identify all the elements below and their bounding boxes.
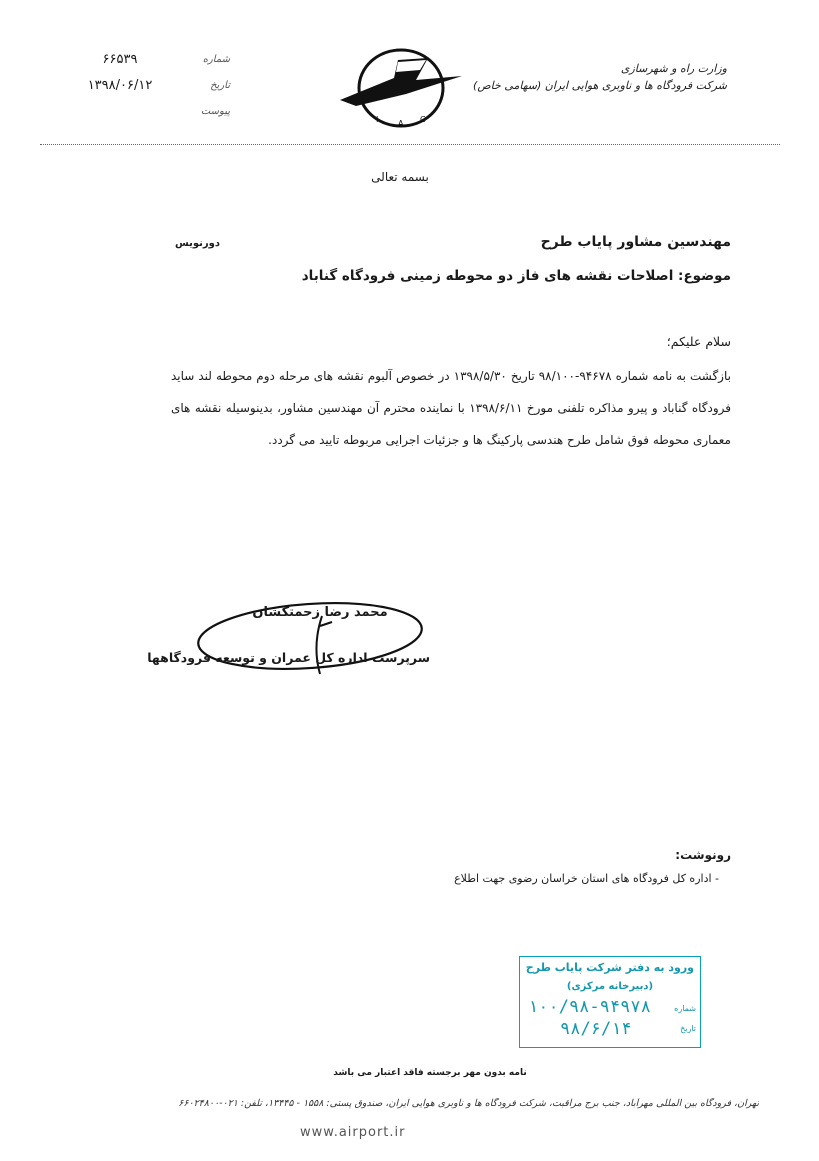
- meta-date-row: [70, 78, 230, 104]
- letter-attachment-label: پیوست: [200, 106, 230, 117]
- header-divider: [40, 144, 780, 145]
- greeting: سلام علیکم؛: [666, 334, 731, 349]
- logo-letter: A: [398, 119, 404, 128]
- footer-address: تهران، فرودگاه بین المللی مهرآباد، جنب برج مراقبت، شرکت فرودگاه ها و ناوبری هوایی ایران، صندوق پستی: ۱۵۵۸ - ۱۳۴۴۵، تلفن: ۰۲۱-۶۶۰۲۴۸۰۰: [178, 1098, 759, 1109]
- meta-attachment-row: [70, 104, 230, 130]
- stamp-date-label: تاریخ: [680, 1024, 696, 1033]
- airport-company-logo: [336, 40, 466, 135]
- company-line: شرکت فرودگاه ها و ناوبری هوایی ایران (سهامی خاص): [473, 79, 727, 92]
- meta-number-row: [70, 52, 230, 78]
- letter-date-label: تاریخ: [210, 80, 230, 91]
- ministry-header: [473, 60, 727, 94]
- letter-number: ۶۶۵۳۹: [102, 52, 138, 67]
- subject-line: موضوع: اصلاحات نقشه های فاز دو محوطه زمینی فرودگاه گناباد: [301, 268, 731, 284]
- footer-website: www.airport.ir: [300, 1125, 406, 1140]
- validity-notice: نامه بدون مهر برجسته فاقد اعتبار می باشد: [333, 1068, 527, 1078]
- ministry-line: وزارت راه و شهرسازی: [620, 62, 727, 75]
- draft-label: دورنویس: [175, 238, 221, 249]
- cc-label: رونوشت:: [675, 848, 731, 862]
- signer-name: محمد رضا زحمتکشان: [252, 605, 388, 620]
- signer-title: سرپرست اداره کل عمران و توسعه فرودگاهها: [147, 650, 430, 665]
- letter-date: ۱۳۹۸/۰۶/۱۲: [87, 78, 153, 93]
- logo-letter: C: [420, 115, 426, 124]
- letter-number-label: شماره: [202, 54, 230, 65]
- stamp-number-label: شماره: [674, 1004, 696, 1013]
- stamp-date: ۹۸/۶/۱۴: [560, 1019, 632, 1039]
- stamp-subtitle: (دبیرخانه مرکزی): [566, 981, 654, 992]
- recipient: مهندسین مشاور پایاب طرح: [540, 234, 731, 250]
- bismillah: بسمه تعالی: [371, 170, 429, 184]
- received-stamp: [519, 956, 701, 1048]
- letter-body: بازگشت به نامه شماره ۹۴۶۷۸-۹۸/۱۰۰ تاریخ ۱۳۹۸/۵/۳۰ در خصوص آلبوم نقشه های مرحله دوم محوطه لند ساید فرودگاه گناباد و پیرو مذاکره تلفنی مورخ ۱۳۹۸/۶/۱۱ با نماینده محترم آن مهندسین مشاور، بدینوسیله نقشه های معماری محوطه فوق شامل طرح هندسی پارکینگ ها و جزئیات اجرایی مربوطه تایید می گردد.: [171, 369, 732, 447]
- cc-item: - اداره کل فرودگاه های استان خراسان رضوی جهت اطلاع: [454, 872, 719, 885]
- stamp-number: ۱۰۰/۹۸-۹۴۹۷۸: [528, 997, 651, 1017]
- letter-meta: [70, 52, 230, 130]
- logo-letter: I: [376, 115, 379, 124]
- stamp-title: ورود به دفتر شرکت پایاب طرح: [525, 961, 694, 974]
